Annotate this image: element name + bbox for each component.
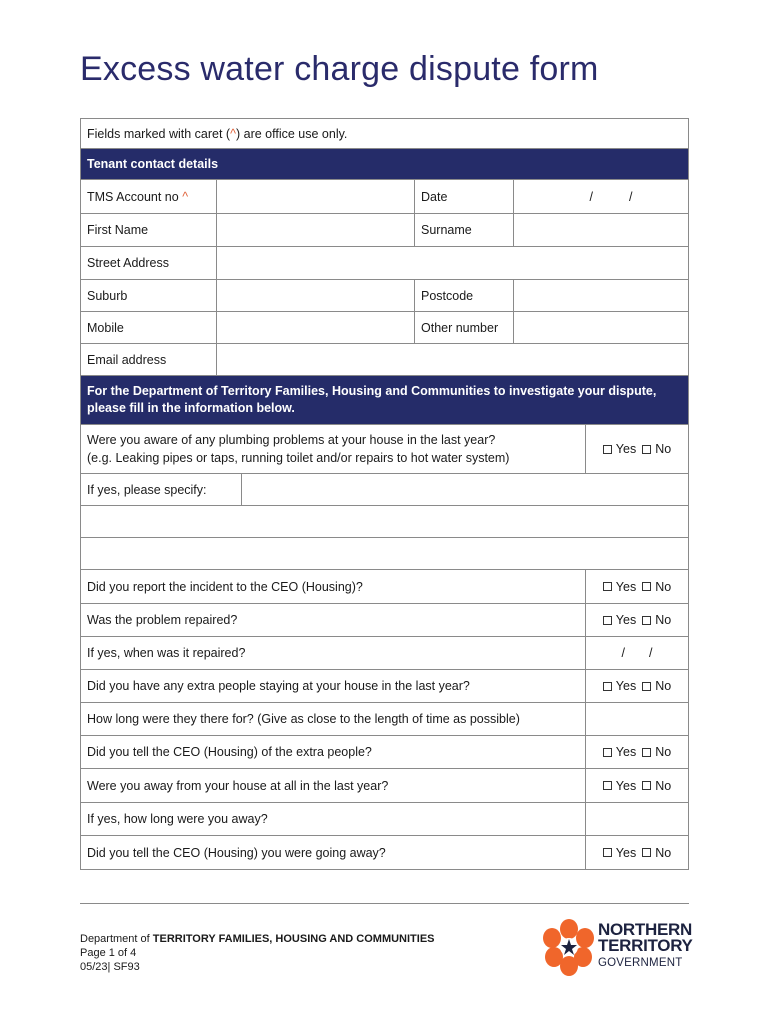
specify-row xyxy=(81,474,688,506)
date-label: Date xyxy=(415,180,514,213)
yes-checkbox[interactable] xyxy=(603,781,612,790)
notice-row xyxy=(81,119,688,149)
question-plumbing xyxy=(81,425,688,474)
caret-marker: ^ xyxy=(230,126,236,141)
reported-question-text: Did you report the incident to the CEO (Housing)? xyxy=(81,570,586,603)
repaired-question-text: Was the problem repaired? xyxy=(81,604,586,636)
told-away-yes-no: Yes No xyxy=(586,836,688,869)
tms-date-row xyxy=(81,180,688,214)
mobile-field[interactable] xyxy=(217,312,415,343)
question-repaired xyxy=(81,604,688,637)
no-checkbox[interactable] xyxy=(642,445,651,454)
no-checkbox[interactable] xyxy=(642,616,651,625)
reported-yes-no: Yes No xyxy=(586,570,688,603)
suburb-label: Suburb xyxy=(81,280,217,311)
yes-checkbox[interactable] xyxy=(603,582,612,591)
question-when-repaired xyxy=(81,637,688,670)
away-yes-no: Yes No xyxy=(586,769,688,802)
desert-rose-icon xyxy=(541,916,597,976)
name-row xyxy=(81,214,688,247)
extra-people-yes-no: Yes No xyxy=(586,670,688,702)
how-long-there-field[interactable] xyxy=(586,703,688,735)
street-row xyxy=(81,247,688,280)
footer xyxy=(80,932,435,974)
yes-checkbox[interactable] xyxy=(603,445,612,454)
surname-label: Surname xyxy=(415,214,514,246)
email-field[interactable] xyxy=(217,344,688,375)
page-title: Excess water charge dispute form xyxy=(80,50,599,88)
nt-government-logo xyxy=(541,916,691,976)
when-repaired-question-text: If yes, when was it repaired? xyxy=(81,637,586,669)
how-long-away-question-text: If yes, how long were you away? xyxy=(81,803,586,835)
suburb-row xyxy=(81,280,688,312)
tms-account-label: TMS Account no ^ xyxy=(81,180,217,213)
specify-field[interactable] xyxy=(242,474,688,505)
told-away-question-text: Did you tell the CEO (Housing) you were going away? xyxy=(81,836,586,869)
yes-checkbox[interactable] xyxy=(603,682,612,691)
date-field[interactable]: / / xyxy=(514,180,688,213)
section-heading-tenant: Tenant contact details xyxy=(81,149,688,180)
email-row xyxy=(81,344,688,376)
logo-wordmark: NORTHERN TERRITORY GOVERNMENT xyxy=(598,920,693,969)
away-question-text: Were you away from your house at all in the last year? xyxy=(81,769,586,802)
street-address-field[interactable] xyxy=(217,247,688,279)
no-checkbox[interactable] xyxy=(642,682,651,691)
footer-divider xyxy=(80,903,689,904)
extra-people-question-text: Did you have any extra people staying at your house in the last year? xyxy=(81,670,586,702)
no-checkbox[interactable] xyxy=(642,748,651,757)
other-number-field[interactable] xyxy=(514,312,688,343)
section-heading-department: For the Department of Territory Families, Housing and Communities to investigate your dispute, please fill in the information below. xyxy=(81,376,688,425)
form-code: 05/23| SF93 xyxy=(80,961,140,973)
page-number: Page 1 of 4 xyxy=(80,947,137,959)
question-told-extra xyxy=(81,736,688,769)
other-number-label: Other number xyxy=(415,312,514,343)
postcode-field[interactable] xyxy=(514,280,688,311)
yes-checkbox[interactable] xyxy=(603,616,612,625)
yes-checkbox[interactable] xyxy=(603,848,612,857)
question-away xyxy=(81,769,688,803)
caret-marker: ^ xyxy=(182,189,189,204)
surname-field[interactable] xyxy=(514,214,688,246)
dispute-form-table xyxy=(80,118,689,870)
specify-field-line-3[interactable] xyxy=(81,538,688,569)
tms-account-field[interactable] xyxy=(217,180,415,213)
question-extra-people xyxy=(81,670,688,703)
question-told-away xyxy=(81,836,688,869)
first-name-label: First Name xyxy=(81,214,217,246)
specify-line-2 xyxy=(81,506,688,538)
mobile-label: Mobile xyxy=(81,312,217,343)
no-checkbox[interactable] xyxy=(642,848,651,857)
first-name-field[interactable] xyxy=(217,214,415,246)
specify-label: If yes, please specify: xyxy=(81,474,242,505)
office-use-notice: Fields marked with caret ( ^ ) are office use only. xyxy=(87,126,348,141)
plumbing-yes-no: Yes No xyxy=(586,425,688,473)
yes-checkbox[interactable] xyxy=(603,748,612,757)
how-long-away-field[interactable] xyxy=(586,803,688,835)
question-how-long-there xyxy=(81,703,688,736)
question-how-long-away xyxy=(81,803,688,836)
specify-line-3 xyxy=(81,538,688,570)
department-line: Department of TERRITORY FAMILIES, HOUSING AND COMMUNITIES xyxy=(80,933,435,945)
repaired-yes-no: Yes No xyxy=(586,604,688,636)
repair-date-field[interactable]: / / xyxy=(586,637,688,669)
postcode-label: Postcode xyxy=(415,280,514,311)
department-name: TERRITORY FAMILIES, HOUSING AND COMMUNITIES xyxy=(152,933,435,945)
no-checkbox[interactable] xyxy=(642,781,651,790)
how-long-there-question-text: How long were they there for? (Give as close to the length of time as possible) xyxy=(81,703,586,735)
no-checkbox[interactable] xyxy=(642,582,651,591)
suburb-field[interactable] xyxy=(217,280,415,311)
told-extra-question-text: Did you tell the CEO (Housing) of the extra people? xyxy=(81,736,586,768)
plumbing-question-text: Were you aware of any plumbing problems at your house in the last year? (e.g. Leaking pipes or taps, running toilet and/or repairs to hot water system) xyxy=(81,425,586,473)
told-extra-yes-no: Yes No xyxy=(586,736,688,768)
street-address-label: Street Address xyxy=(81,247,217,279)
question-reported xyxy=(81,570,688,604)
email-label: Email address xyxy=(81,344,217,375)
specify-field-line-2[interactable] xyxy=(81,506,688,537)
phone-row xyxy=(81,312,688,344)
